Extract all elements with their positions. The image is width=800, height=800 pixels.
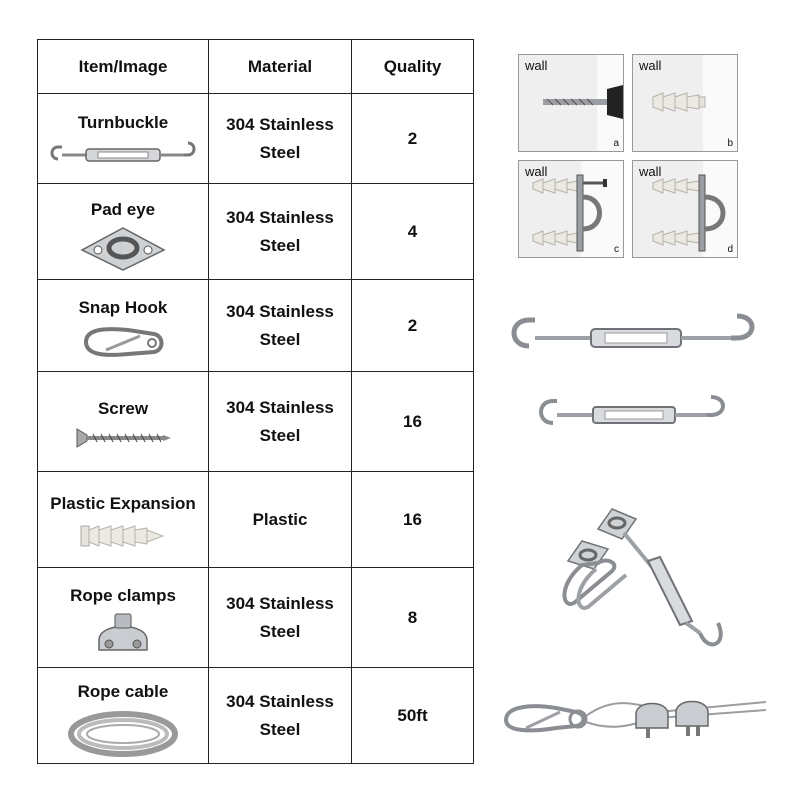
step-letter: d [727, 244, 733, 255]
material-cell [209, 94, 352, 184]
material-line2: Steel [259, 621, 301, 641]
item-name: Pad eye [90, 199, 156, 219]
install-step-b [632, 54, 738, 152]
item-name: Screw [97, 398, 149, 418]
item-cell [38, 472, 209, 568]
material-line2: Steel [259, 719, 301, 739]
turnbuckle-icon [48, 137, 198, 173]
material-line1: 304 Stainless [226, 301, 334, 321]
material-cell [209, 668, 352, 764]
item-name: Plastic Expansion [50, 493, 196, 513]
item-name: Rope cable [77, 681, 169, 701]
material-line1: 304 Stainless [226, 397, 334, 417]
material-line2: Steel [259, 142, 301, 162]
material-line1: 304 Stainless [226, 593, 334, 613]
item-cell [38, 668, 209, 764]
pad-eye-icon [78, 224, 168, 272]
item-cell [38, 280, 209, 372]
quantity-cell: 2 [352, 280, 474, 372]
material-cell [209, 372, 352, 472]
step-letter: c [614, 244, 619, 255]
material-line1: 304 Stainless [226, 114, 334, 134]
wall-label: wall [525, 164, 548, 179]
item-name: Rope clamps [70, 585, 176, 605]
material-line1: 304 Stainless [226, 691, 334, 711]
wall-label: wall [639, 164, 662, 179]
material-line2: Steel [259, 425, 301, 445]
install-step-c [518, 160, 624, 258]
quantity-cell: 16 [352, 472, 474, 568]
step-letter: a [613, 138, 619, 149]
plastic-anchor-icon [75, 518, 171, 554]
material-line2: Steel [259, 329, 301, 349]
table-header-row [38, 40, 474, 94]
material-line1: 304 Stainless [226, 207, 334, 227]
wall-label: wall [639, 58, 662, 73]
assembled-kit-photo [552, 505, 732, 655]
rope-clamp-icon [93, 610, 153, 658]
material-cell [209, 280, 352, 372]
item-cell [38, 568, 209, 668]
install-step-a [518, 54, 624, 152]
install-step-d [632, 160, 738, 258]
turnbuckle-photo-1 [505, 312, 760, 362]
quantity-cell: 8 [352, 568, 474, 668]
table-row [38, 668, 474, 764]
table-row [38, 372, 474, 472]
table-row [38, 280, 474, 372]
quantity-cell: 4 [352, 184, 474, 280]
table-row [38, 568, 474, 668]
rope-cable-icon [63, 706, 183, 758]
table-row [38, 184, 474, 280]
parts-table [37, 39, 474, 764]
quantity-cell: 16 [352, 372, 474, 472]
material-line2: Steel [259, 235, 301, 255]
item-cell [38, 372, 209, 472]
item-cell [38, 94, 209, 184]
quantity-cell: 50ft [352, 668, 474, 764]
table-row [38, 472, 474, 568]
turnbuckle-photo-2 [535, 395, 730, 437]
material-line1: Plastic [252, 509, 308, 529]
step-letter: b [727, 138, 733, 149]
header-material: Material [209, 40, 352, 94]
item-name: Turnbuckle [77, 112, 169, 132]
header-item: Item/Image [38, 40, 209, 94]
header-quality: Quality [352, 40, 474, 94]
wall-label: wall [525, 58, 548, 73]
item-cell [38, 184, 209, 280]
rope-and-clamps-photo [498, 690, 770, 746]
table-row [38, 94, 474, 184]
item-name: Snap Hook [78, 297, 168, 317]
material-cell [209, 184, 352, 280]
material-cell [209, 472, 352, 568]
quantity-cell: 2 [352, 94, 474, 184]
material-cell [209, 568, 352, 668]
screw-icon [73, 423, 173, 453]
snap-hook-icon [78, 322, 168, 362]
